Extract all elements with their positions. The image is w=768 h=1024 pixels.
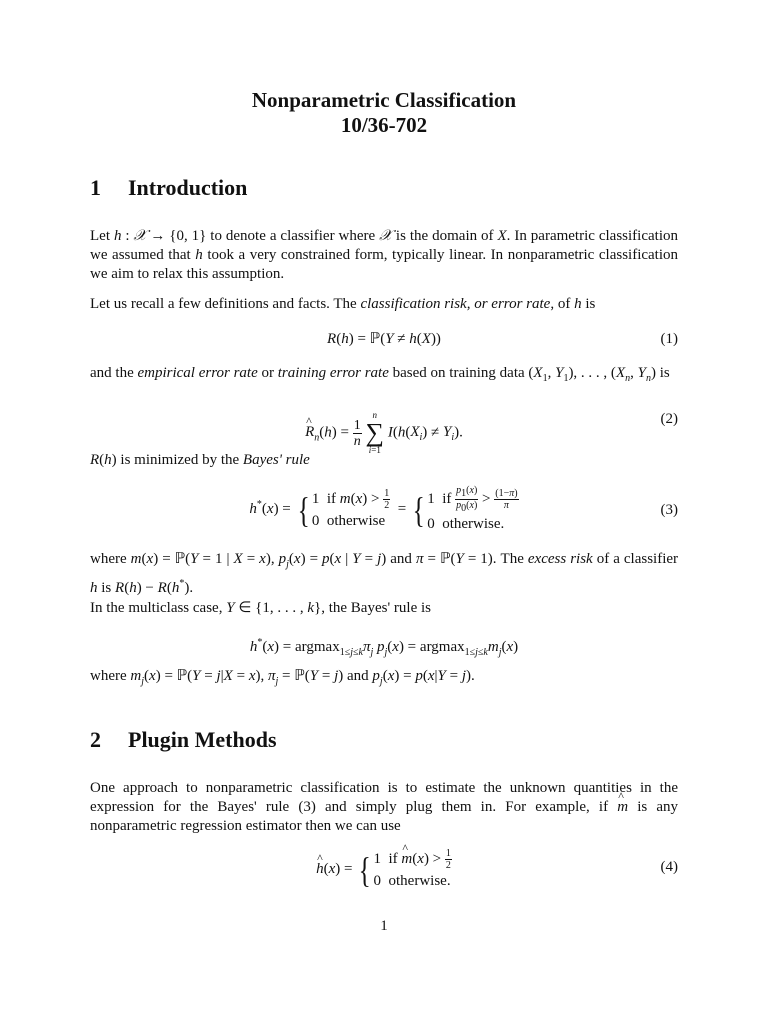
title-line-1: Nonparametric Classification: [251, 88, 517, 112]
section-heading-plugin-methods: [90, 727, 277, 753]
section-title: Plugin Methods: [128, 727, 277, 752]
paragraph-intro: Let h : 𝒳 → {0, 1} to denote a classifier where 𝒳 is the domain of X. In parametric classification we assumed that h took a very constrained form, typically linear. In nonparametric classification we aim to relax this assumption.: [90, 228, 679, 282]
equation-3: h*(x) = { 1 if m(x) > $\frac{1}{2}$ 0 otherwise = { 1 if $\frac{p_1(x)}{p_0(x)}$ > $\frac{(1-\pi)}{\pi}$ 0 otherwise. (3): [249, 485, 678, 532]
section-number: 2: [90, 727, 101, 752]
section-number: 1: [90, 175, 101, 200]
equation-4: ^ h(x) = { 1 if ^ m(x) > $\frac{1}{2}$ 0 otherwise. (4): [90, 848, 678, 888]
section-title: Introduction: [128, 175, 248, 200]
equation-number: (1): [660, 331, 678, 347]
document-title: [0, 88, 768, 138]
document-page: Nonparametric Classification 10/36-702 1 Introduction Let h : 𝒳 → {0, 1} to denote a classifier where 𝒳 is the domain of X. In parametric classification we assumed that h took a very constrained form, typically linear. In nonparametric classification we aim to relax this assumption. Let us recall a few definitions and facts. The classification risk, or error rate, of h is R(h) = ℙ(Y ≠ h(X)) (1) and the empirical error rate or training error rate based on training data ($X_1$, $Y_1$), . . . , ($X_n$, $Y_n$) is ^ $R_n(h)$ = $\frac{1}{n}$ n ∑ i=1 $I(h(X_i) \ne Y_i)$. (2) R(h) is minimized by the Bayes' rule h*(x) = { 1 if m(x) > $\frac{1}{2}$ 0 otherwise = { 1 if $\frac{p_1(x)}{p_0(x)}$ > $\frac{(1-\pi)}{\pi}$ 0 otherwise. (3) where m(x) = ℙ(Y = 1 | X = x), $p_j(x) = p(x$ | Y = j) and π = ℙ(Y = 1). The excess risk of a classifier h is R(h) − R(h*). In the multiclass case, Y ∈ {1, . . . , k}, the Bayes' rule is $h^*(x) = argmax_{1\le j\le k}\pi_j$ $p_j(x) = argmax_{1\le j\le k}m_j(x)$ where $m_j(x)$ = ℙ(Y = j|X = x), $\pi_j$ = ℙ(Y = j) and $p_j(x) = p(x|Y = j)$. 2 Plugin Methods One approach to nonparametric classification is to estimate the unknown quantities in the expression for the Bayes' rule (3) and simply plug them in. For example, if ^ m is any nonparametric regression estimator then we can use ^ h(x) = { 1 if ^ m(x) > $\frac{1}{2}$ 0 otherwise. (4) 1: [0, 0, 768, 1024]
paragraph-multiclass-defs: where $m_j(x)$ = ℙ(Y = j|X = x), $\pi_j$ = ℙ(Y = j) and $p_j(x) = p(x|Y = j)$.: [90, 668, 475, 687]
paragraph-risk-definition: Let us recall a few definitions and facts. The classification risk, or error rate, of h is: [90, 296, 596, 312]
equation-2: ^ $R_n(h)$ = $\frac{1}{n}$ n ∑ i=1 $I(h(X_i) \ne Y_i)$. (2): [90, 400, 678, 442]
paragraph-excess-risk: where m(x) = ℙ(Y = 1 | X = x), $p_j(x) = p(x$ | Y = j) and π = ℙ(Y = 1). The excess risk of a classifier h is R(h) − R(h*).: [90, 551, 679, 596]
paragraph-bayes-rule: R(h) is minimized by the Bayes' rule: [90, 452, 310, 468]
paragraph-empirical-risk: and the empirical error rate or training error rate based on training data ($X_1$, $Y_1$), . . . , ($X_n$, $Y_n$) is: [90, 365, 670, 384]
equation-number: (2): [660, 411, 678, 427]
equation-number: (3): [660, 502, 678, 518]
page-number: 1: [380, 918, 388, 934]
paragraph-multiclass: In the multiclass case, Y ∈ {1, . . . , k}, the Bayes' rule is: [90, 600, 431, 616]
title-line-2: 10/36-702: [340, 113, 428, 137]
equation-number: (4): [660, 859, 678, 875]
section-heading-introduction: [90, 175, 247, 201]
paragraph-plugin: One approach to nonparametric classification is to estimate the unknown quantities in the expression for the Bayes' rule (3) and simply plug them in. For example, if ^ m is any nonparametric regression estimator then we can use: [90, 779, 678, 836]
